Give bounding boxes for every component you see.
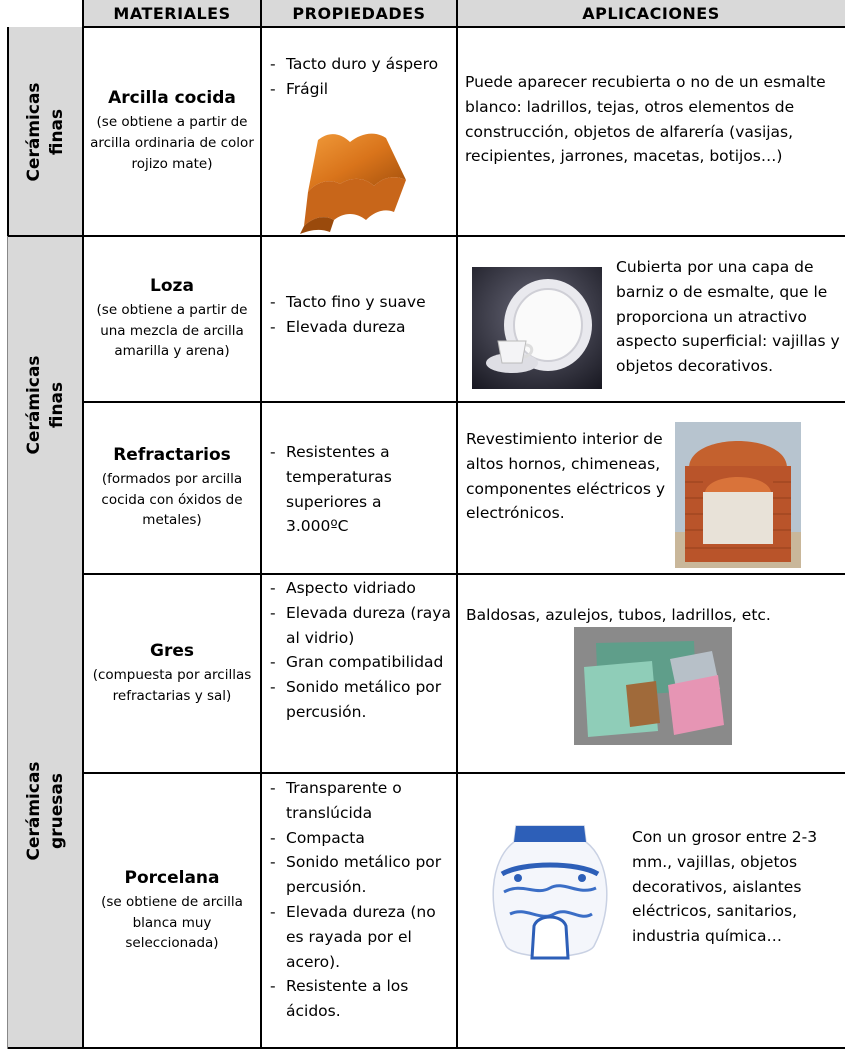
material-name: Loza: [150, 275, 194, 296]
material-porcelana: [84, 774, 260, 1048]
material-desc: (se obtiene de arcilla blanca muy seleccionada): [101, 893, 243, 952]
header-aplicaciones: APLICACIONES: [457, 0, 845, 27]
list-item: - Resistentes a temperaturas superiores a 3.000ºC: [268, 440, 448, 539]
props-arcilla-cocida: [268, 52, 448, 102]
list-item: - Resistente a los ácidos.: [268, 974, 454, 1024]
material-name: Refractarios: [113, 444, 231, 465]
list-item: - Transparente o translúcida: [268, 776, 454, 826]
group-label-gruesas: Cerámicas gruesas: [8, 574, 83, 1048]
material-desc: (se obtiene a partir de arcilla ordinaria de color rojizo mate): [90, 114, 254, 172]
list-item: - Sonido metálico por percusión.: [268, 675, 454, 725]
roof-tile-image: [290, 128, 410, 234]
material-gres: [84, 575, 260, 772]
tiles-image: [574, 627, 732, 745]
list-item: - Frágil: [268, 77, 448, 102]
brick-oven-image: [675, 422, 801, 568]
material-desc: (formados por arcilla cocida con óxidos de metales): [101, 470, 243, 529]
porcelain-vase-image: [482, 818, 618, 966]
app-refractarios: Revestimiento interior de altos hornos, chimeneas, componentes eléctricos y electrónicos.: [466, 430, 666, 523]
props-porcelana: [268, 776, 454, 1024]
app-porcelana: Con un grosor entre 2-3 mm., vajillas, objetos decorativos, aislantes eléctricos, sanitarios, industria química…: [632, 828, 818, 946]
material-name: Gres: [150, 640, 194, 661]
list-item: - Gran compatibilidad: [268, 650, 454, 675]
group-label-finas-1: Cerámicas finas: [8, 27, 83, 236]
props-refractarios: [268, 440, 448, 539]
material-name: Arcilla cocida: [108, 88, 236, 109]
plate-and-cup-image: [472, 267, 602, 389]
list-item: - Tacto duro y áspero: [268, 52, 448, 77]
props-loza: [268, 290, 454, 340]
material-desc: (compuesta por arcillas refractarias y sal): [92, 666, 252, 704]
app-loza: Cubierta por una capa de barniz o de esmalte, que le proporciona un atractivo aspecto superficial: vajillas y objetos decorativos.: [616, 258, 840, 376]
props-gres: [268, 576, 454, 725]
material-name: Porcelana: [124, 867, 220, 888]
list-item: - Elevada dureza (raya al vidrio): [268, 601, 454, 651]
list-item: - Elevada dureza (no es rayada por el acero).: [268, 900, 454, 974]
list-item: - Tacto fino y suave: [268, 290, 454, 315]
header-propiedades: PROPIEDADES: [261, 0, 457, 27]
list-item: - Sonido metálico por percusión.: [268, 850, 454, 900]
list-item: - Compacta: [268, 826, 454, 851]
list-item: - Elevada dureza: [268, 315, 454, 340]
material-loza: [84, 237, 260, 401]
list-item: - Aspecto vidriado: [268, 576, 454, 601]
app-arcilla-cocida: Puede aparecer recubierta o no de un esmalte blanco: ladrillos, tejas, otros elementos de construcción, objetos de alfarería (vasijas, recipientes, jarrones, macetas, botijos…): [465, 73, 826, 166]
group-label-finas-2: Cerámicas finas: [8, 236, 83, 574]
material-refractarios: [84, 403, 260, 573]
material-arcilla-cocida: [84, 28, 260, 235]
material-desc: (se obtiene a partir de una mezcla de arcilla amarilla y arena): [96, 301, 248, 360]
header-materiales: MATERIALES: [83, 0, 261, 27]
app-gres: Baldosas, azulejos, tubos, ladrillos, etc.: [466, 606, 771, 624]
